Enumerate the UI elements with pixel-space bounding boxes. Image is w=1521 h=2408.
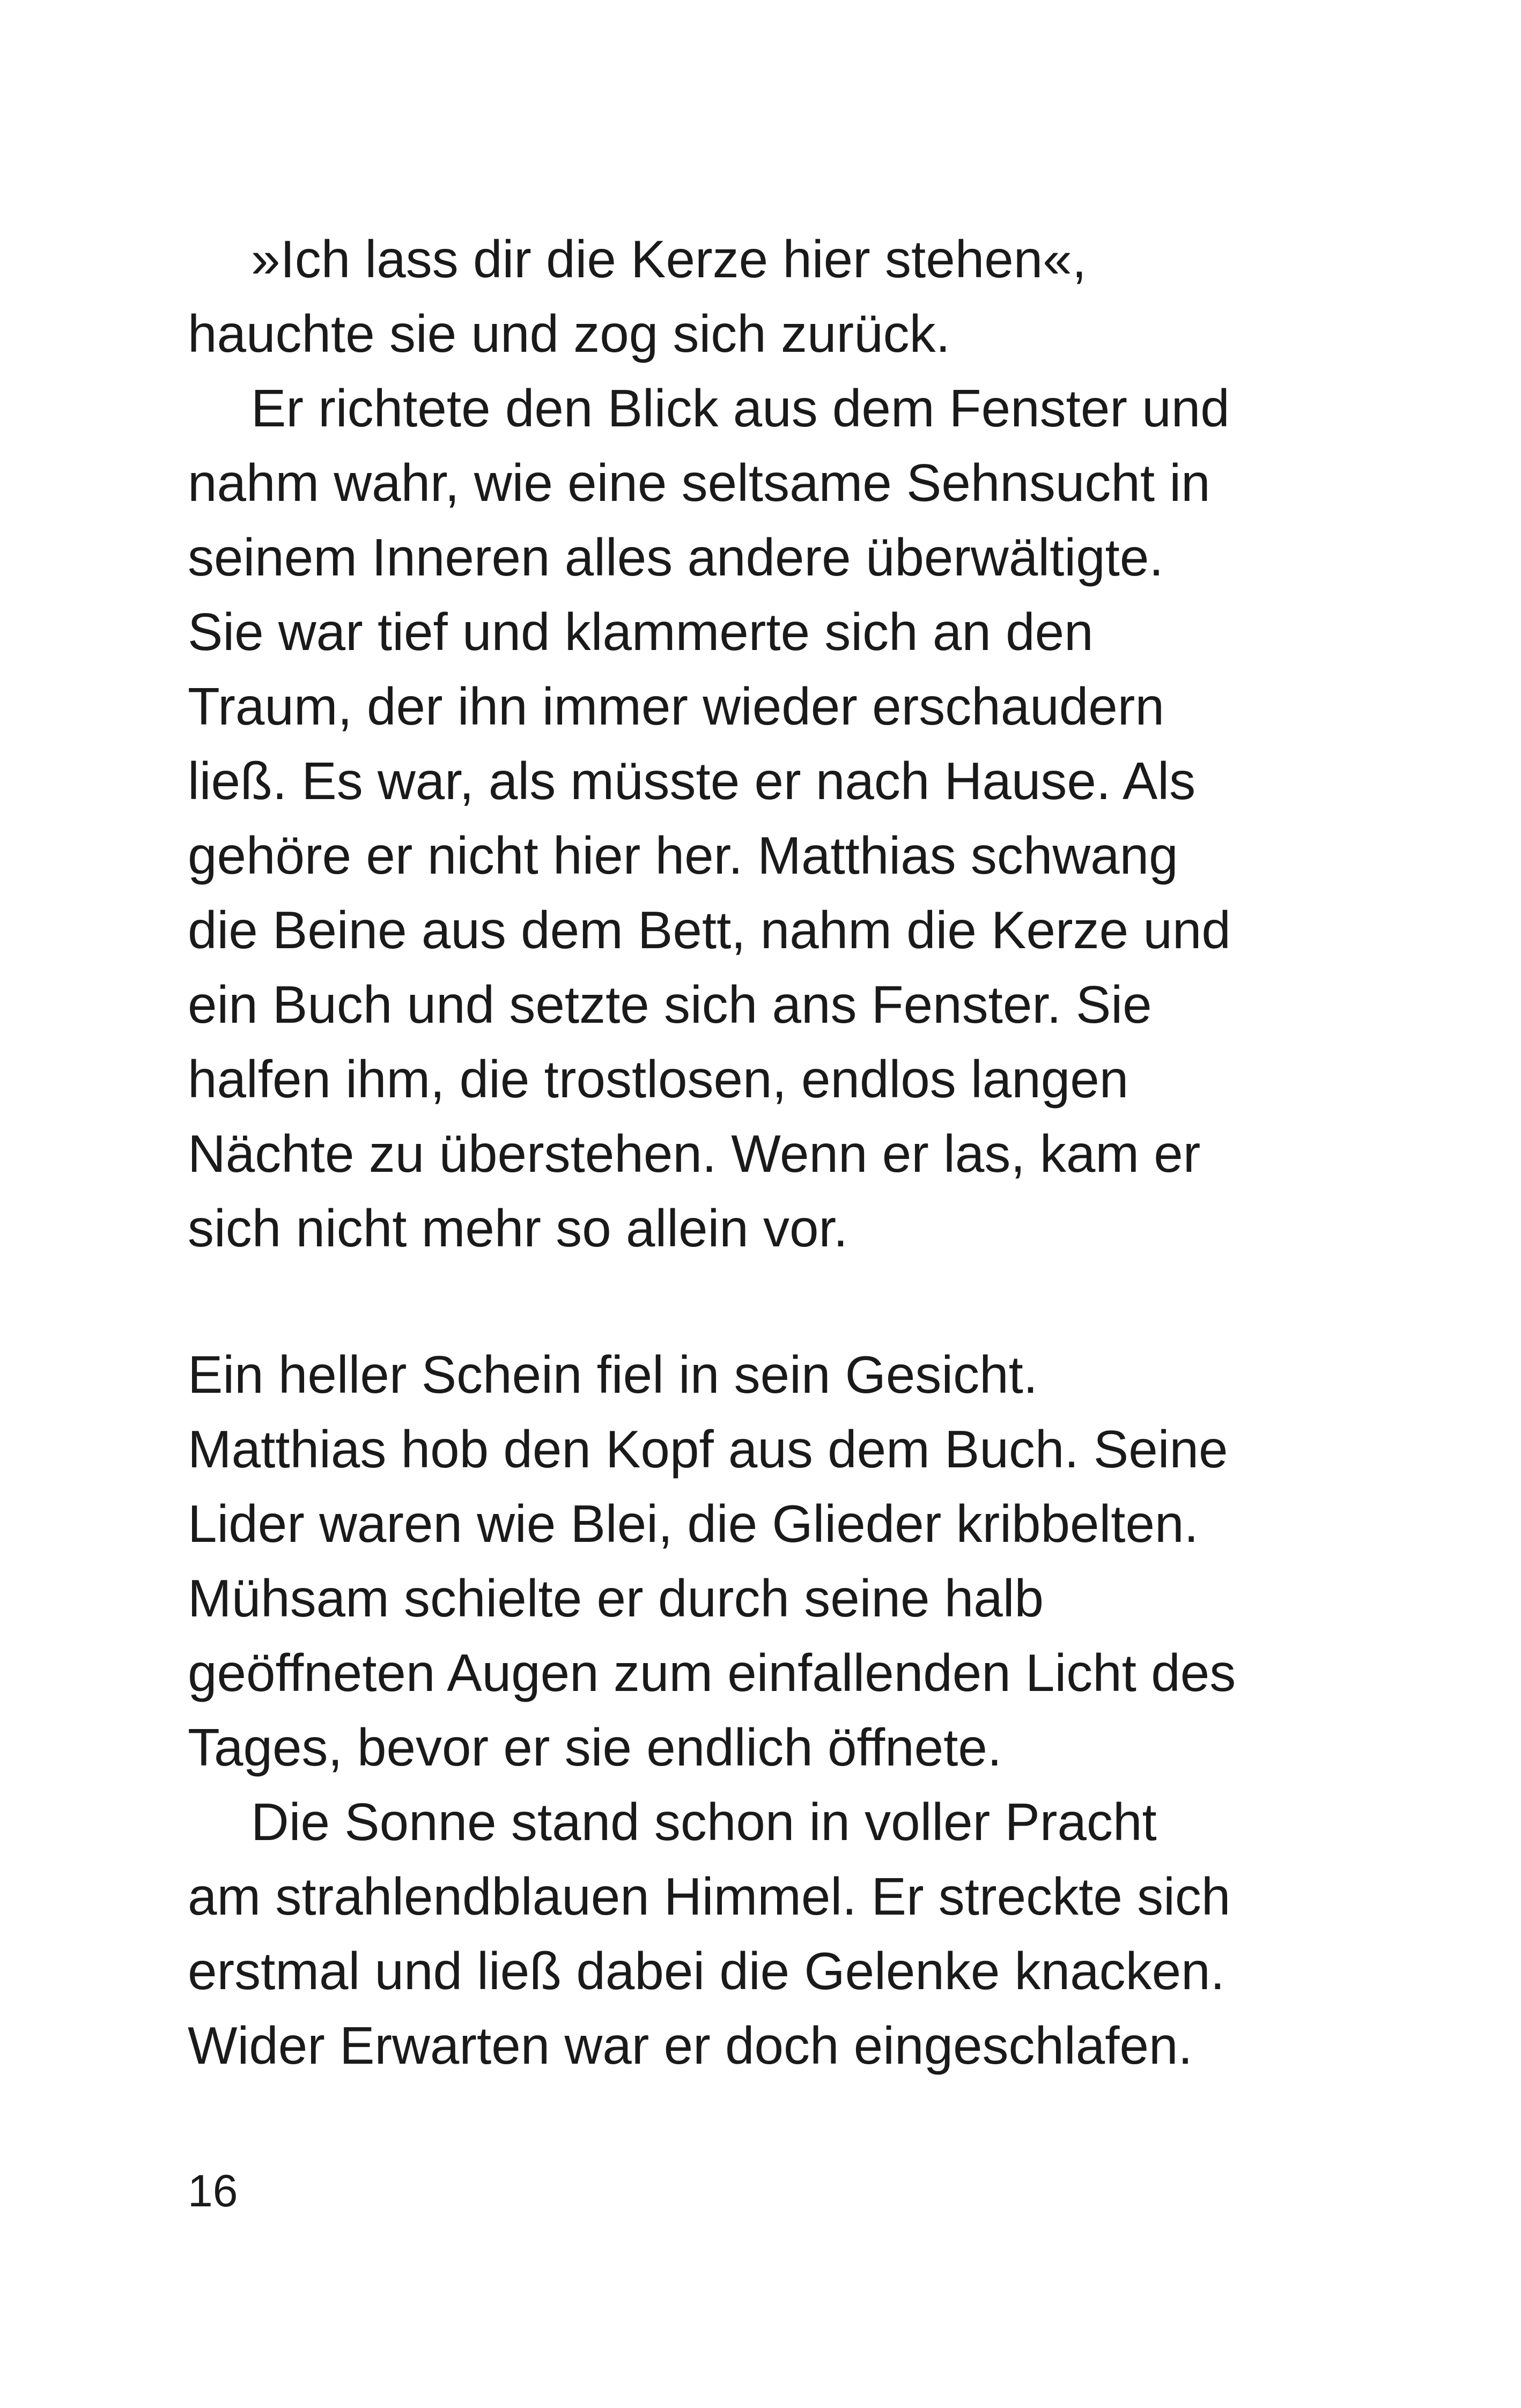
text-line: »Ich lass dir die Kerze hier stehen«, <box>251 230 1087 289</box>
text-line: Ein heller Schein fiel in sein Gesicht. <box>188 1345 1038 1404</box>
text-line: Er richtete den Blick aus dem Fenster und <box>251 379 1230 438</box>
text-line: geöffneten Augen zum einfallenden Licht des <box>188 1643 1236 1702</box>
text-line: Nächte zu überstehen. Wenn er las, kam er <box>188 1124 1201 1183</box>
text-line: gehöre er nicht hier her. Matthias schwang <box>188 826 1178 885</box>
text-line: seinem Inneren alles andere überwältigte. <box>188 528 1164 587</box>
text-line: Matthias hob den Kopf aus dem Buch. Seine <box>188 1420 1228 1479</box>
text-line: halfen ihm, die trostlosen, endlos langen <box>188 1050 1129 1109</box>
text-line: die Beine aus dem Bett, nahm die Kerze und <box>188 900 1231 959</box>
text-line: nahm wahr, wie eine seltsame Sehnsucht in <box>188 453 1210 512</box>
text-line: Traum, der ihn immer wieder erschaudern <box>188 677 1164 736</box>
text-line: Mühsam schielte er durch seine halb <box>188 1569 1044 1628</box>
text-line: ein Buch und setzte sich ans Fenster. Sie <box>188 975 1152 1034</box>
text-line: Wider Erwarten war er doch eingeschlafen. <box>188 2016 1193 2075</box>
text-line: Lider waren wie Blei, die Glieder kribbelten. <box>188 1494 1199 1553</box>
text-line: Sie war tief und klammerte sich an den <box>188 602 1094 661</box>
text-line: sich nicht mehr so allein vor. <box>188 1199 848 1258</box>
text-line: ließ. Es war, als müsste er nach Hause. Als <box>188 751 1196 810</box>
text-block-second <box>188 1338 1368 2083</box>
text-line: am strahlendblauen Himmel. Er streckte sich <box>188 1867 1231 1926</box>
text-block-first <box>188 222 1368 1266</box>
text-line: hauchte sie und zog sich zurück. <box>188 304 950 363</box>
text-line: Die Sonne stand schon in voller Pracht <box>251 1792 1157 1851</box>
page-number: 16 <box>188 2166 238 2216</box>
text-line: Tages, bevor er sie endlich öffnete. <box>188 1718 1002 1777</box>
text-line: erstmal und ließ dabei die Gelenke knacken. <box>188 1941 1225 2000</box>
